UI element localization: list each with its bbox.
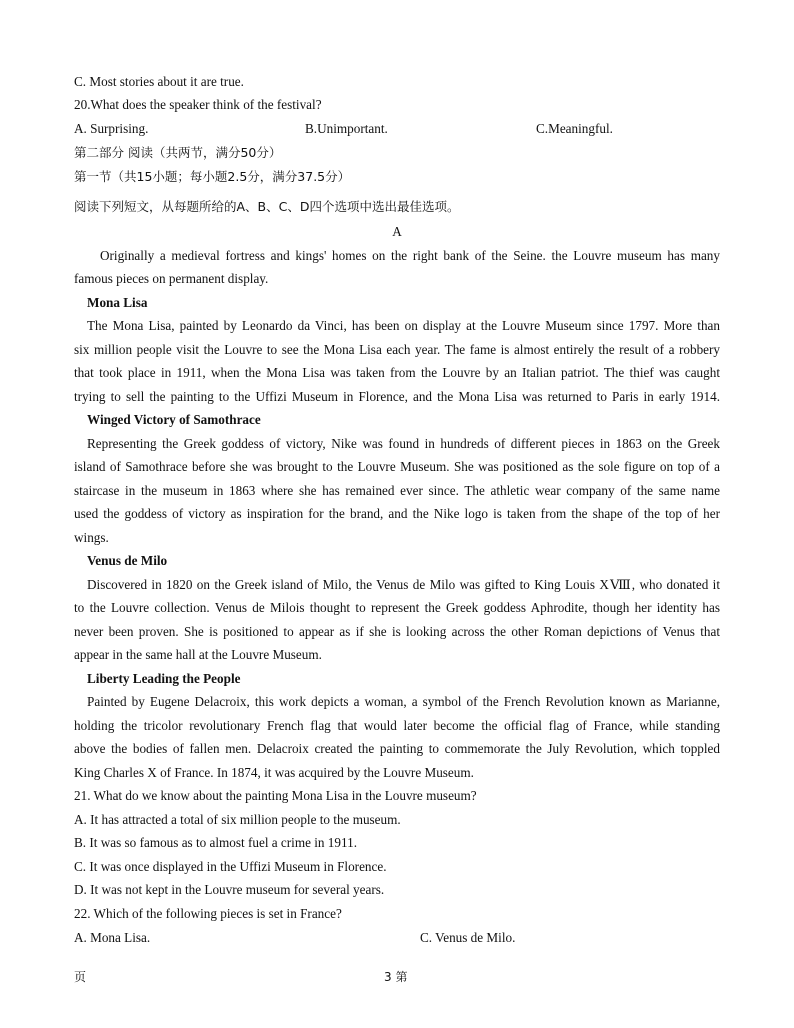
heading-liberty: Liberty Leading the People <box>87 671 241 686</box>
paragraph-line: that took place in 1911, when the Mona Lisa was taken from the Louvre by an Italian patriot. The thief was caught <box>74 365 720 380</box>
q21-option-c: C. It was once displayed in the Uffizi Museum in Florence. <box>74 859 387 874</box>
heading-winged-victory: Winged Victory of Samothrace <box>87 412 261 427</box>
paragraph-line: Discovered in 1820 on the Greek island of Milo, the Venus de Milo was gifted to King Louis XⅧ, who donated it <box>87 577 720 592</box>
question-20: 20.What does the speaker think of the festival? <box>74 97 322 112</box>
paragraph-line: staircase in the museum in 1863 where she has remained ever since. The athletic wear company of the same name <box>74 483 720 498</box>
intro-line: famous pieces on permanent display. <box>74 271 269 286</box>
paragraph-line: holding the tricolor revolutionary French flag that would later become the official flag of France, while standing <box>74 718 720 733</box>
heading-venus-de-milo: Venus de Milo <box>87 553 168 568</box>
q22-option-a: A. Mona Lisa. <box>74 930 151 945</box>
q20-option-a: A. Surprising. <box>74 121 149 136</box>
paragraph-line: King Charles X of France. In 1874, it was acquired by the Louvre Museum. <box>74 765 474 780</box>
footer-left: 页 <box>74 970 87 984</box>
subsection-heading: 第一节（共15小题；每小题2.5分，满分37.5分） <box>74 169 351 184</box>
paragraph-line: appear in the same hall at the Louvre Museum. <box>74 647 322 662</box>
paragraph-line: to the Louvre collection. Venus de Milois thought to represent the Greek goddess Aphrodite, though her identity has <box>74 600 720 615</box>
paragraph-line: above the bodies of fallen men. Delacroix created the painting to commemorate the July Revolution, which toppled <box>74 741 720 756</box>
q21-option-a: A. It has attracted a total of six million people to the museum. <box>74 812 401 827</box>
paragraph-line: Painted by Eugene Delacroix, this work depicts a woman, a symbol of the French Revolution known as Marianne, <box>87 694 720 709</box>
paragraph-line: never been proven. She is positioned to appear as if she is looking across the other Roman depictions of Venus that <box>74 624 720 639</box>
instructions: 阅读下列短文，从每题所给的A、B、C、D四个选项中选出最佳选项。 <box>74 199 460 214</box>
paragraph-line: wings. <box>74 530 109 545</box>
q19-option-c: C. Most stories about it are true. <box>74 74 244 89</box>
q20-option-b: B.Unimportant. <box>305 121 388 136</box>
paragraph-line: used the goddess of victory as inspiration for the brand, and the Nike logo is taken from the shape of the top of her <box>74 506 720 521</box>
heading-mona-lisa: Mona Lisa <box>87 295 148 310</box>
intro-line: Originally a medieval fortress and kings' homes on the right bank of the Seine. the Louvre museum has many <box>100 248 720 263</box>
page-number: 3 第 <box>384 970 408 984</box>
paragraph-line: The Mona Lisa, painted by Leonardo da Vinci, has been on display at the Louvre Museum since 1797. More than <box>87 318 720 333</box>
q21-option-d: D. It was not kept in the Louvre museum for several years. <box>74 882 385 897</box>
paragraph-line: island of Samothrace before she was brought to the Louvre Museum. She was positioned as the sole figure on top of a <box>74 459 720 474</box>
q21-option-b: B. It was so famous as to almost fuel a crime in 1911. <box>74 835 357 850</box>
section-heading: 第二部分 阅读（共两节，满分50分） <box>74 145 282 160</box>
paragraph-line: trying to sell the painting to the Uffizi Museum in Florence, and the Mona Lisa was returned to Paris in early 1914. <box>74 389 720 404</box>
question-21: 21. What do we know about the painting Mona Lisa in the Louvre museum? <box>74 788 477 803</box>
q20-option-c: C.Meaningful. <box>536 121 613 136</box>
q22-option-c: C. Venus de Milo. <box>420 930 516 945</box>
paragraph-line: Representing the Greek goddess of victory, Nike was found in hundreds of different pieces in 1863 on the Greek <box>87 436 720 451</box>
passage-label: A <box>392 224 402 239</box>
question-22: 22. Which of the following pieces is set in France? <box>74 906 342 921</box>
paragraph-line: six million people visit the Louvre to see the Mona Lisa each year. The fame is almost entirely the result of a robbery <box>74 342 720 357</box>
